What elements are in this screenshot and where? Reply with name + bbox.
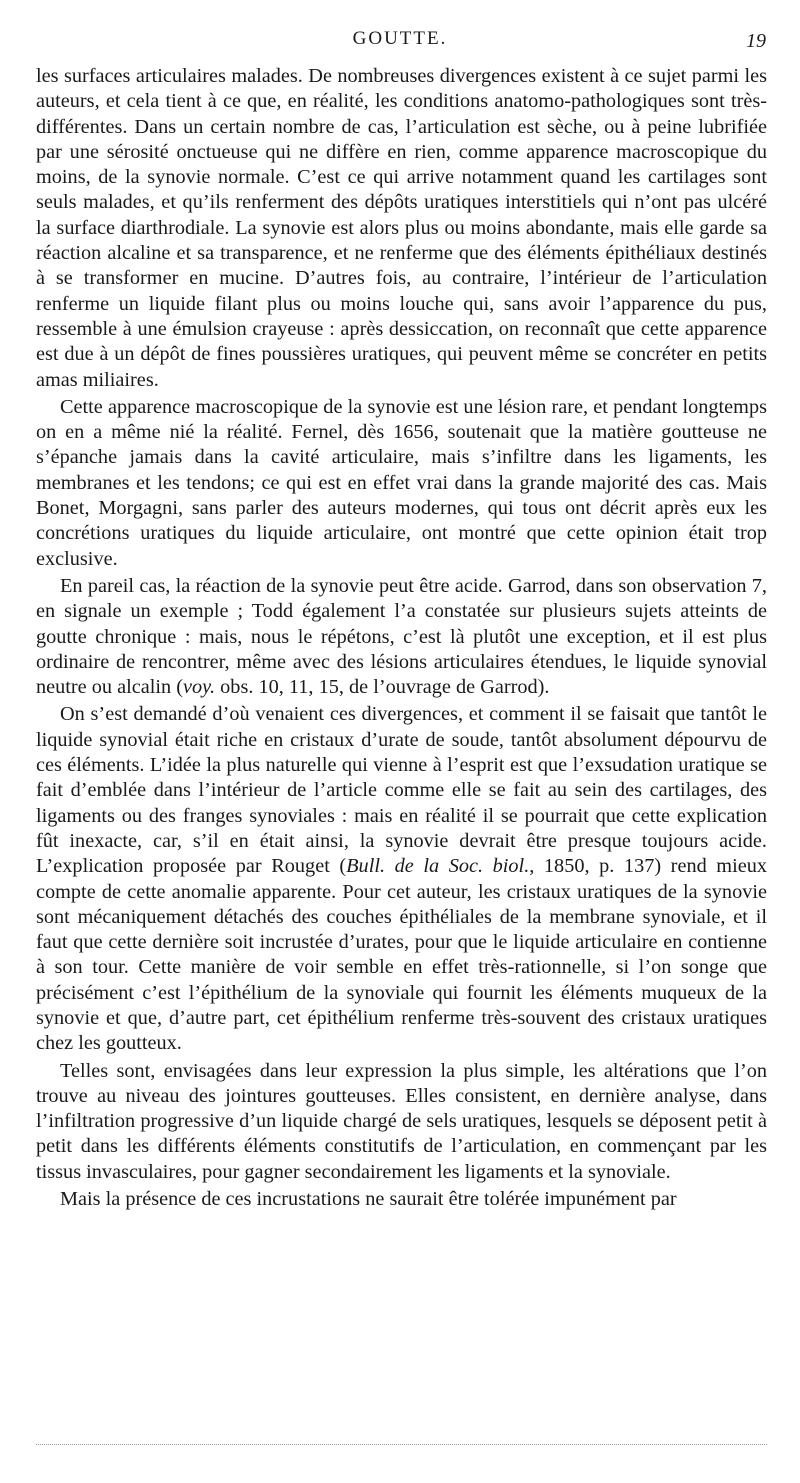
running-title: GOUTTE. [352, 28, 448, 49]
paragraph [36, 1059, 767, 1185]
text-run: On s’est demandé d’où venaient ces divergences, et comment il se faisait que tantôt le liquide synovial était riche en cristaux d’urate de soude, tantôt absolument dépourvu de ces éléments. L’idée la plus naturelle qui vienne à l’esprit est que l’exsudation uratique se fait d’emblée dans l’intérieur de l’article comme elle se fait au sein des cartilages, des ligaments ou des franges synoviales : mais en réalité il se pourrait que cette explication fût inexacte, car, s’il en était ainsi, la synovie devrait être presque toujours acide. L’explication proposée par Rouget ( [36, 703, 767, 878]
running-head [0, 28, 800, 58]
text-run: En pareil cas, la réaction de la synovie peut être acide. Garrod, dans son observation 7, en signale un exemple ; Todd également l’a constatée sur plusieurs sujets atteints de goutte chronique : mais, nous le répétons, c’est là plutôt une exception, et il est plus ordinaire de rencontrer, même avec des lésions articulaires étendues, le liquide synovial neutre ou alcalin ( [36, 574, 767, 699]
paragraph [36, 395, 767, 572]
paragraph [36, 64, 767, 393]
paragraph [36, 1187, 767, 1212]
paragraph [36, 574, 767, 700]
text-run: Telles sont, envisagées dans leur expression la plus simple, les altérations que l’on trouve au niveau des jointures goutteuses. Elles consistent, en dernière analyse, dans l’infiltration progressive d’un liquide chargé de sels uratiques, lesquels se déposent petit à petit dans les différents éléments constitutifs de l’articulation, en commençant par les tissus invasculaires, pour gagner secondairement les ligaments et la synoviale. [36, 1059, 767, 1183]
text-run: Cette apparence macroscopique de la synovie est une lésion rare, et pendant longtemps on en a même nié la réalité. Fernel, dès 1656, soutenait que la matière goutteuse ne s’épanche jamais dans la cavité articulaire, mais s’infiltre dans les ligaments, les membranes et les tendons; ce qui est en effet vrai dans la grande majorité des cas. Mais Bonet, Morgagni, sans parler des auteurs modernes, qui tous ont décrit après eux les concrétions uratiques du liquide articulaire, ont montré que cette opinion était trop exclusive. [36, 395, 767, 570]
italic-text: voy. [182, 676, 216, 699]
text-run: Mais la présence de ces incrustations ne saurait être tolérée impunément par [60, 1188, 677, 1211]
text-run: obs. 10, 11, 15, de l’ouvrage de Garrod). [215, 676, 550, 699]
body-text [36, 64, 767, 1212]
text-run: les surfaces articulaires malades. De nombreuses divergences existent à ce sujet parmi les auteurs, et cela tient à ce que, en réalité, les conditions anatomo-pathologiques sont très-différentes. Dans un certain nombre de cas, l’articulation est sèche, ou à peine lubrifiée par une sérosité onctueuse qui ne diffère en rien, comme apparence macroscopique du moins, de la synovie normale. C’est ce qui arrive notamment quand les cartilages sont seuls malades, et qu’ils renferment des dépôts uratiques interstitiels qui n’ont pas ulcéré la surface diarthrodiale. La synovie est alors plus ou moins abondante, mais elle garde sa réaction alcaline et sa transparence, et ne renferme que des éléments épithéliaux destinés à se transformer en mucine. D’autres fois, au contraire, l’intérieur de l’articulation renferme un liquide filant plus ou moins louche qui, sans avoir l’apparence du pus, ressemble à une émulsion crayeuse : après dessiccation, on reconnaît que cette apparence est due à un dépôt de fines poussières uratiques, qui peuvent même se concréter en petits amas miliaires. [36, 65, 767, 391]
text-run: , 1850, p. 137) rend mieux compte de cette anomalie apparente. Pour cet auteur, les cristaux uratiques de la synovie sont mécaniquement détachés des couches épithéliales de la membrane synoviale, et il faut que cette dernière soit incrustée d’urates, pour que le liquide articulaire en contienne à son tour. Cette manière de voir semble en effet très-rationnelle, si l’on songe que précisément c’est l’épithélium de la synoviale qui fournit les éléments muqueux de la synovie et que, d’autre part, cet épithélium renferme très-souvent des cristaux uratiques chez les goutteux. [36, 855, 767, 1055]
page-number: 19 [746, 30, 766, 52]
footer-rule [36, 1444, 767, 1445]
italic-text: Bull. de la Soc. biol. [346, 855, 530, 878]
paragraph [36, 702, 767, 1056]
